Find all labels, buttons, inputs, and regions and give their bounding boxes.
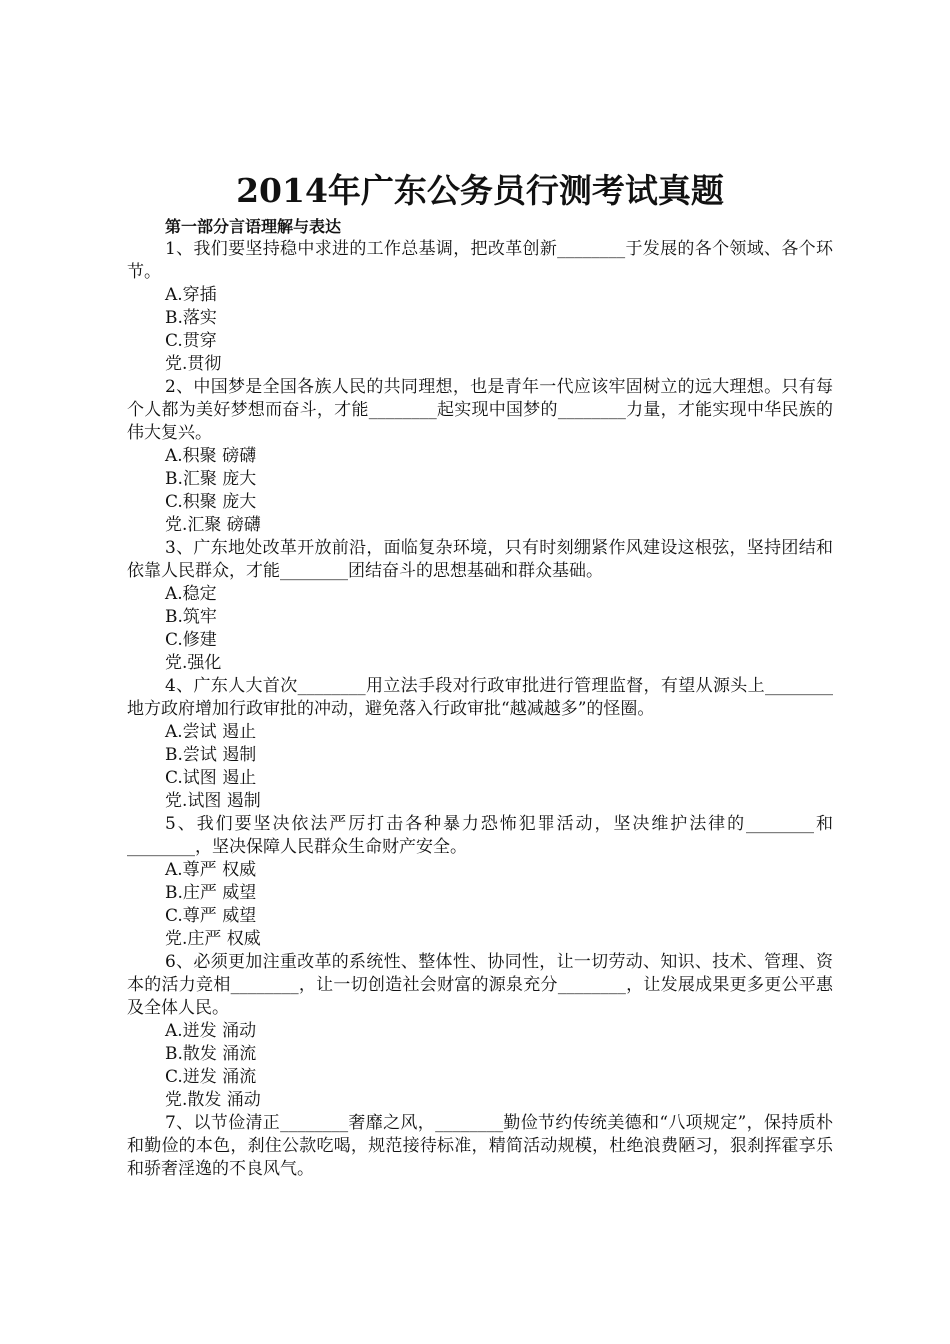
question-3 xyxy=(127,537,833,675)
option-c: C.尊严 威望 xyxy=(165,906,257,926)
option-d: 党.庄严 权威 xyxy=(165,929,261,949)
option-b: B.汇聚 庞大 xyxy=(165,469,257,489)
page-title: 2014年广东公务员行测考试真题 xyxy=(236,171,724,210)
option-a: A.稳定 xyxy=(165,584,217,604)
option-a: A.尝试 遏止 xyxy=(165,722,257,742)
question-text: 4、广东人大首次________用立法手段对行政审批进行管理监督，有望从源头上________地方政府增加行政审批的冲动，避免落入行政审批“越减越多”的怪圈。 xyxy=(127,676,833,719)
option-d: 党.试图 遏制 xyxy=(165,791,261,811)
option-c: C.积聚 庞大 xyxy=(165,492,257,512)
option-b: B.庄严 威望 xyxy=(165,883,257,903)
option-c: C.贯穿 xyxy=(165,331,217,351)
option-b: B.散发 涌流 xyxy=(165,1044,257,1064)
option-c: C.修建 xyxy=(165,630,217,650)
option-d: 党.贯彻 xyxy=(165,354,222,374)
document-page xyxy=(127,165,833,1181)
question-text: 1、我们要坚持稳中求进的工作总基调，把改革创新________于发展的各个领域、各个环节。 xyxy=(127,239,833,282)
question-text: 3、广东地处改革开放前沿，面临复杂环境，只有时刻绷紧作风建设这根弦，坚持团结和依靠人民群众，才能________团结奋斗的思想基础和群众基础。 xyxy=(127,538,833,581)
option-d: 党.汇聚 磅礴 xyxy=(165,515,261,535)
question-text: 6、必须更加注重改革的系统性、整体性、协同性，让一切劳动、知识、技术、管理、资本的活力竞相________，让一切创造社会财富的源泉充分________，让发展成果更多更公平惠及全体人民。 xyxy=(127,952,833,1018)
option-b: B.尝试 遏制 xyxy=(165,745,257,765)
question-5 xyxy=(127,813,833,951)
question-text: 5、我们要坚决依法严厉打击各种暴力恐怖犯罪活动，坚决维护法律的________和________，坚决保障人民群众生命财产安全。 xyxy=(127,814,833,857)
option-a: A.穿插 xyxy=(165,285,217,305)
question-7 xyxy=(127,1112,833,1181)
option-a: A.尊严 权威 xyxy=(165,860,257,880)
question-text: 7、以节俭清正________奢靡之风，________勤俭节约传统美德和“八项规定”，保持质朴和勤俭的本色，刹住公款吃喝，规范接待标准，精简活动规模，杜绝浪费陋习，狠刹挥霍享乐和骄奢淫逸的不良风气。 xyxy=(127,1113,833,1179)
option-b: B.落实 xyxy=(165,308,217,328)
option-b: B.筑牢 xyxy=(165,607,217,627)
question-4 xyxy=(127,675,833,813)
option-c: C.试图 遏止 xyxy=(165,768,257,788)
question-6 xyxy=(127,951,833,1112)
question-1 xyxy=(127,238,833,376)
option-a: A.迸发 涌动 xyxy=(165,1021,257,1041)
option-d: 党.强化 xyxy=(165,653,222,673)
option-a: A.积聚 磅礴 xyxy=(165,446,257,466)
question-2 xyxy=(127,376,833,537)
option-c: C.迸发 涌流 xyxy=(165,1067,257,1087)
question-text: 2、中国梦是全国各族人民的共同理想，也是青年一代应该牢固树立的远大理想。只有每个人都为美好梦想而奋斗，才能________起实现中国梦的________力量，才能实现中华民族的伟大复兴。 xyxy=(127,377,833,443)
option-d: 党.散发 涌动 xyxy=(165,1090,261,1110)
section-heading: 第一部分言语理解与表达 xyxy=(165,217,342,236)
